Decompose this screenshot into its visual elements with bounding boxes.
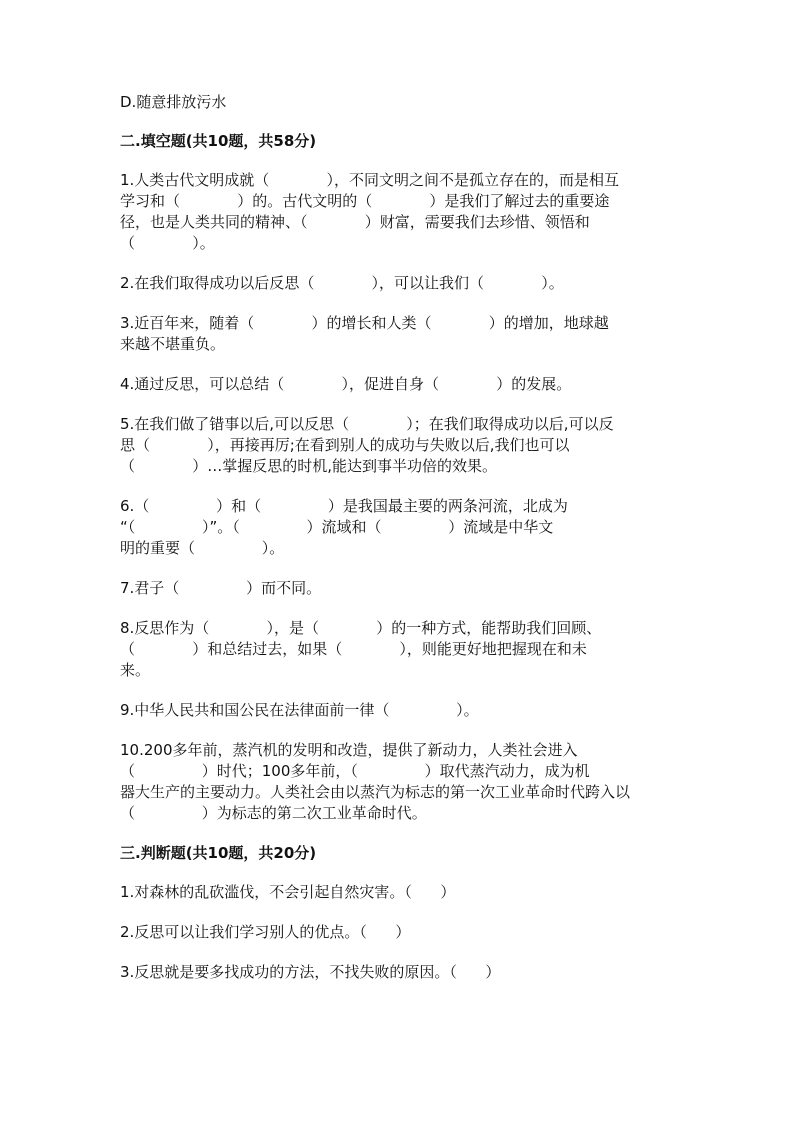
fill-question-9 xyxy=(120,700,676,721)
question-line: 来越不堪重负。 xyxy=(120,335,226,353)
question-line: 9.中华人民共和国公民在法律面前一律（ ）。 xyxy=(120,701,479,719)
judge-question-2: 2.反思可以让我们学习别人的优点。（ ） xyxy=(120,923,411,941)
question-line: 3.近百年来，随着（ ）的增长和人类（ ）的增加，地球越 xyxy=(120,314,609,332)
question-line: （ ）和总结过去，如果（ ），则能更好地把握现在和未 xyxy=(120,640,587,658)
fill-question-2 xyxy=(120,273,676,294)
fill-question-7 xyxy=(120,578,676,599)
question-line: 10.200多年前，蒸汽机的发明和改造，提供了新动力，人类社会进入 xyxy=(120,741,578,759)
fill-question-4 xyxy=(120,374,676,395)
fill-question-10 xyxy=(120,740,676,824)
fill-question-3 xyxy=(120,313,676,355)
question-line: （ ）。 xyxy=(120,234,215,252)
judge-question-1: 1.对森林的乱砍滥伐，不会引起自然灾害。（ ） xyxy=(120,883,456,901)
question-line: 来。 xyxy=(120,661,151,679)
question-line: （ ）为标志的第二次工业革命时代。 xyxy=(120,804,427,822)
exam-page xyxy=(120,92,676,983)
option-d: D.随意排放污水 xyxy=(120,93,227,111)
fill-question-6 xyxy=(120,496,676,559)
question-line: 5.在我们做了错事以后,可以反思（ ）；在我们取得成功以后,可以反 xyxy=(120,415,614,433)
question-line: 器大生产的主要动力。人类社会由以蒸汽为标志的第一次工业革命时代跨入以 xyxy=(120,783,631,801)
question-line: （ ）…掌握反思的时机,能达到事半功倍的效果。 xyxy=(120,457,497,475)
section-2-heading: 二.填空题(共10题，共58分) xyxy=(120,132,317,150)
section-3-heading: 三.判断题(共10题，共20分) xyxy=(120,844,317,862)
question-line: 6.（ ）和（ ）是我国最主要的两条河流，北成为 xyxy=(120,497,568,515)
question-line: “（ ）”。（ ）流域和（ ）流域是中华文 xyxy=(120,518,554,536)
question-line: 8.反思作为（ ），是（ ）的一种方式，能帮助我们回顾、 xyxy=(120,619,602,637)
question-line: 学习和（ ）的。古代文明的（ ）是我们了解过去的重要途 xyxy=(120,192,610,210)
question-line: （ ）时代；100多年前，（ ）取代蒸汽动力，成为机 xyxy=(120,762,590,780)
question-line: 思（ ），再接再厉;在看到别人的成功与失败以后,我们也可以 xyxy=(120,436,570,454)
fill-question-1 xyxy=(120,170,676,254)
question-line: 1.人类古代文明成就（ ），不同文明之间不是孤立存在的，而是相互 xyxy=(120,171,620,189)
question-line: 2.在我们取得成功以后反思（ ），可以让我们（ ）。 xyxy=(120,274,564,292)
question-line: 7.君子（ ）而不同。 xyxy=(120,579,322,597)
fill-question-5 xyxy=(120,414,676,477)
fill-question-8 xyxy=(120,618,676,681)
judge-question-3: 3.反思就是要多找成功的方法，不找失败的原因。（ ） xyxy=(120,963,501,981)
question-line: 4.通过反思，可以总结（ ），促进自身（ ）的发展。 xyxy=(120,375,572,393)
question-line: 明的重要（ ）。 xyxy=(120,539,285,557)
question-line: 径，也是人类共同的精神、（ ）财富，需要我们去珍惜、领悟和 xyxy=(120,213,590,231)
